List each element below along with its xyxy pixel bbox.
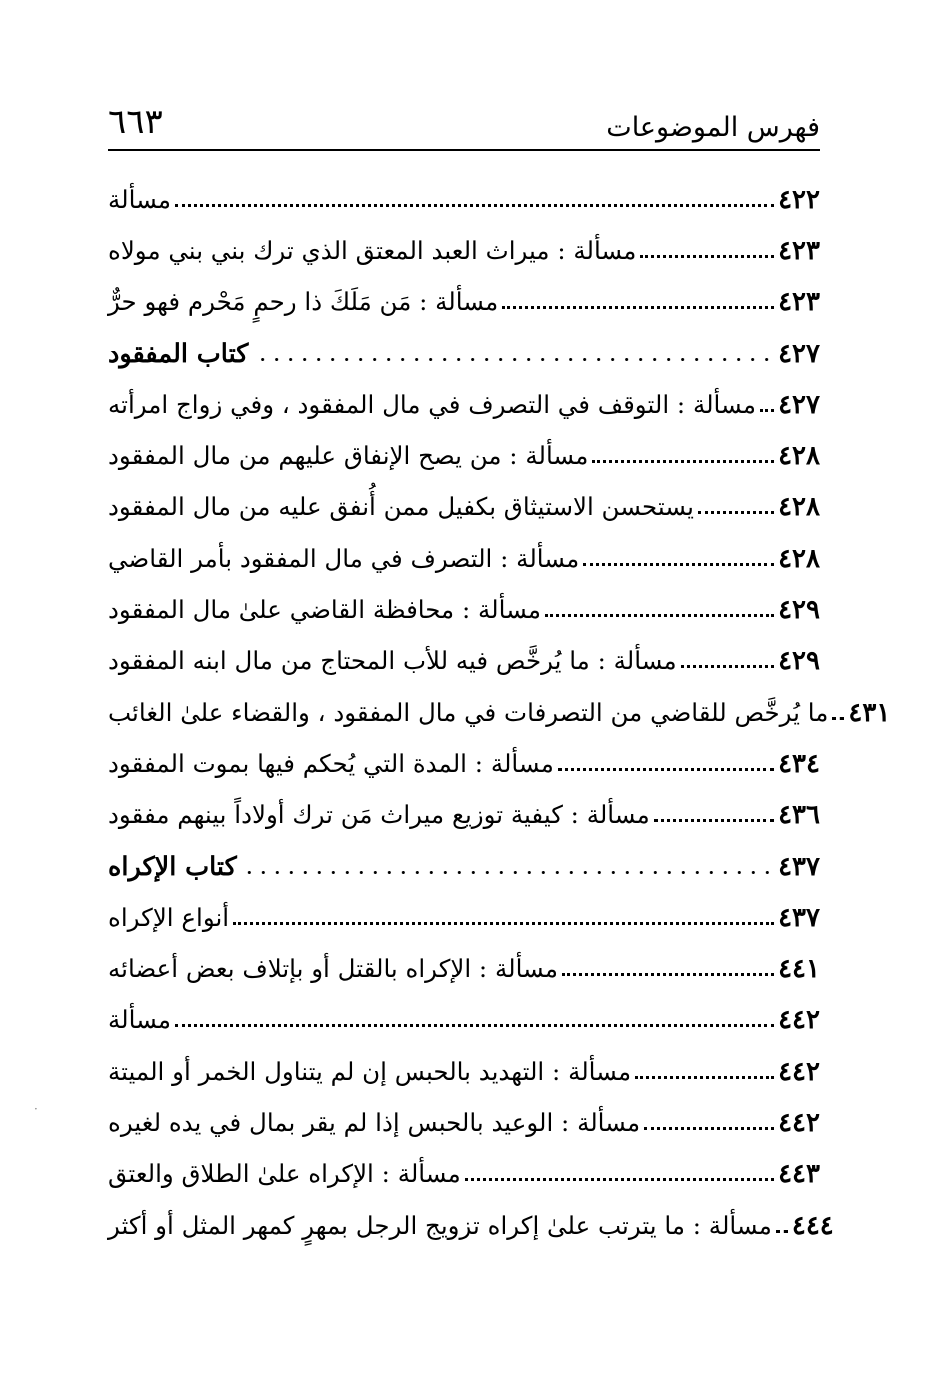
toc-entry [108, 584, 820, 635]
toc-entry-title: أنواع الإكراه [108, 902, 230, 932]
toc-entry [108, 1097, 820, 1148]
toc-entry [108, 328, 820, 379]
toc-entry [108, 738, 820, 789]
toc-leader-dots [465, 1156, 774, 1192]
toc-entry-title: ما يُرخَّص للقاضي من التصرفات في مال المفقود ، والقضاء علىٰ الغائب [108, 697, 829, 727]
toc-entry-title: مسألة : التهديد بالحبس إن لم يتناول الخمر أو الميتة [108, 1056, 632, 1086]
toc-page-number: ٤٣٧ [778, 902, 820, 933]
toc-leader-dots [592, 438, 774, 474]
header-page-number: ٦٦٣ [108, 102, 163, 142]
toc-entry [108, 892, 820, 943]
toc-entry [108, 841, 820, 892]
toc-leader-dots [241, 849, 774, 885]
toc-entry-title: مسألة : ما يُرخَّص فيه للأب المحتاج من مال ابنه المفقود [108, 646, 677, 676]
toc-page-number: ٤٢٨ [778, 492, 820, 523]
toc-leader-dots [776, 1208, 788, 1244]
toc-page-number: ٤٢٣ [778, 235, 820, 266]
toc-page-number: ٤٣١ [848, 697, 891, 728]
table-of-contents [108, 174, 891, 1251]
toc-page-number: ٤٢٨ [778, 441, 820, 472]
toc-entry-title: مسألة : محافظة القاضي علىٰ مال المفقود [108, 595, 542, 625]
toc-leader-dots [562, 951, 774, 987]
toc-page-number: ٤٢٢ [778, 184, 820, 215]
toc-leader-dots [635, 1054, 774, 1090]
toc-entry-title: مسألة : الإكراه علىٰ الطلاق والعتق [108, 1159, 461, 1189]
toc-entry-title: مسألة : التوقف في التصرف في مال المفقود ، وفي زواج امرأته [108, 389, 756, 419]
toc-page-number: ٤٢٩ [778, 646, 820, 677]
toc-leader-dots [644, 1105, 774, 1141]
toc-page-number: ٤٢٣ [778, 287, 820, 318]
toc-entry-title: مسألة [108, 184, 172, 214]
toc-entry [108, 174, 820, 225]
toc-page-number: ٤٤٣ [778, 1159, 820, 1190]
margin-mark: · [34, 1102, 38, 1116]
toc-page-number: ٤٣٤ [778, 748, 820, 779]
toc-leader-dots [233, 900, 774, 936]
header-rule [108, 149, 820, 151]
toc-entry-title: مسألة : مَن مَلَكَ ذا رحمٍ مَحْرم فهو حرٌّ [108, 287, 499, 317]
toc-entry-title: مسألة : كيفية توزيع ميراث مَن ترك أولاداً بينهم مفقود [108, 800, 650, 830]
toc-entry-title: مسألة : من يصح الإنفاق عليهم من مال المفقود [108, 441, 589, 471]
toc-page-number: ٤٤٢ [778, 1107, 820, 1138]
toc-entry-title: مسألة : ما يترتب علىٰ إكراه تزويج الرجل بمهرٍ كمهر المثل أو أكثر [108, 1210, 772, 1240]
toc-page-number: ٤٤٤ [791, 1210, 834, 1241]
toc-chapter-title: كتاب المفقود [108, 338, 249, 369]
toc-page-number: ٤٣٧ [778, 851, 820, 882]
toc-entry [108, 636, 820, 687]
toc-entry [108, 943, 820, 994]
toc-chapter-title: كتاب الإكراه [108, 851, 237, 882]
toc-page-number: ٤٢٩ [778, 595, 820, 626]
toc-page-number: ٤٢٨ [778, 543, 820, 574]
toc-leader-dots [640, 233, 774, 269]
toc-leader-dots [175, 1002, 774, 1038]
toc-entry-title: مسألة : ميراث العبد المعتق الذي ترك بني بني مولاه [108, 235, 637, 265]
page-header [108, 96, 820, 150]
toc-entry-title: مسألة : الإكراه بالقتل أو بإتلاف بعض أعضائه [108, 954, 559, 984]
toc-leader-dots [654, 797, 774, 833]
toc-leader-dots [698, 489, 774, 525]
toc-leader-dots [558, 746, 774, 782]
toc-entry [108, 482, 820, 533]
toc-entry-title: يستحسن الاستيثاق بكفيل ممن أُنفق عليه من مال المفقود [108, 492, 694, 522]
toc-entry [108, 790, 820, 841]
toc-leader-dots [583, 541, 774, 577]
toc-leader-dots [175, 182, 774, 218]
toc-entry [108, 533, 820, 584]
toc-entry [108, 995, 820, 1046]
toc-entry [108, 277, 820, 328]
toc-leader-dots [545, 592, 774, 628]
toc-leader-dots [760, 387, 774, 423]
toc-entry [108, 379, 820, 430]
header-title: فهرس الموضوعات [606, 112, 820, 143]
toc-entry [108, 430, 820, 481]
toc-entry-title: مسألة : الوعيد بالحبس إذا لم يقر بمال في يده لغيره [108, 1107, 641, 1137]
toc-page-number: ٤٤٢ [778, 1005, 820, 1036]
toc-leader-dots [252, 336, 774, 372]
toc-entry [108, 225, 820, 276]
toc-leader-dots [832, 695, 844, 731]
toc-entry [108, 1046, 820, 1097]
toc-leader-dots [502, 284, 774, 320]
toc-page-number: ٤٢٧ [778, 338, 820, 369]
toc-entry [108, 1149, 820, 1200]
toc-entry-title: مسألة : المدة التي يُحكم فيها بموت المفقود [108, 748, 554, 778]
toc-entry-title: مسألة [108, 1005, 172, 1035]
toc-page-number: ٤٤١ [778, 954, 820, 985]
toc-entry-title: مسألة : التصرف في مال المفقود بأمر القاضي [108, 543, 580, 573]
toc-page-number: ٤٤٢ [778, 1056, 820, 1087]
toc-page-number: ٤٣٦ [778, 800, 820, 831]
toc-page-number: ٤٢٧ [778, 389, 820, 420]
toc-entry [108, 1200, 834, 1251]
toc-entry [108, 687, 891, 738]
toc-leader-dots [681, 643, 774, 679]
